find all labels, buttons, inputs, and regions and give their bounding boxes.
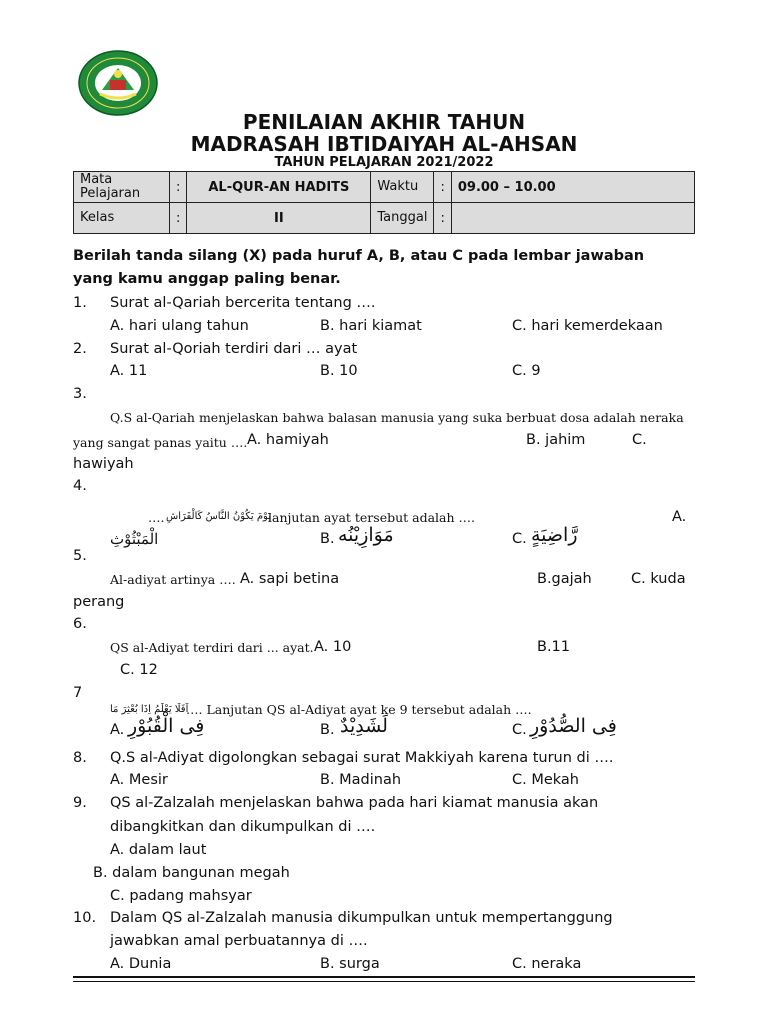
question-text: Q.S al-Qariah menjelaskan bahwa balasan manusia yang suka berbuat dosa adalah neraka — [110, 410, 684, 425]
option-a: A. dalam laut — [110, 842, 207, 858]
option-c-arabic: رَّاضِيَةٍ — [531, 524, 578, 546]
option-a-arabic: فِى الْقُبُوْرِ — [128, 715, 205, 737]
question-number: 1. — [73, 295, 87, 311]
option-c: C. neraka — [512, 956, 582, 972]
option-c: C. 9 — [512, 363, 541, 379]
date-value — [451, 203, 694, 234]
question-number: 3. — [73, 386, 87, 402]
option-a: A. — [110, 722, 125, 738]
arabic-verse: اَفَلَا يَعْلَمُ اِذَا بُعْثِرَ مَا — [110, 704, 189, 715]
date-label: Tanggal — [371, 203, 434, 234]
option-a: A. Mesir — [110, 772, 168, 788]
instruction-line2: yang kamu anggap paling benar. — [73, 271, 341, 287]
time-label: Waktu — [371, 172, 434, 203]
colon: : — [170, 203, 187, 234]
question-number: 5. — [73, 548, 87, 564]
colon: : — [170, 172, 187, 203]
question-text: …. Lanjutan QS al-Adiyat ayat ke 9 tersebut adalah …. — [186, 702, 532, 717]
instruction-line1: Berilah tanda silang (X) pada huruf A, B, atau C pada lembar jawaban — [73, 248, 645, 264]
question-number: 10. — [73, 910, 97, 926]
exam-info-table — [73, 171, 695, 234]
option-c: C. padang mahsyar — [110, 888, 252, 904]
option-c: C. kuda — [631, 571, 686, 587]
school-name: MADRASAH IBTIDAIYAH AL-AHSAN — [190, 132, 578, 156]
question-text: Q.S al-Adiyat digolongkan sebagai surat Makkiyah karena turun di …. — [110, 750, 614, 766]
question-text: QS al-Adiyat terdiri dari ... ayat. — [110, 640, 314, 655]
option-c: C. 12 — [120, 662, 158, 678]
footer-rule — [73, 976, 695, 978]
footer-rule — [73, 981, 695, 982]
question-text: lanjutan ayat tersebut adalah …. — [268, 510, 476, 525]
option-b: B. 10 — [320, 363, 358, 379]
question-number: 9. — [73, 795, 87, 811]
question-prefix: …. — [148, 510, 165, 525]
option-c: C. — [512, 722, 527, 738]
question-text: Al-adiyat artinya …. — [110, 572, 236, 587]
option-b-arabic: مَوَازِيْنُه — [338, 524, 394, 546]
option-b: B.11 — [537, 639, 571, 655]
question-number: 6. — [73, 616, 87, 632]
question-text: Surat al-Qoriah terdiri dari … ayat — [110, 341, 358, 357]
option-b: B. dalam bangunan megah — [93, 865, 290, 881]
option-c-cont: hawiyah — [73, 456, 134, 472]
time-value: 09.00 – 10.00 — [451, 172, 694, 203]
class-value: II — [187, 203, 371, 234]
exam-title: PENILAIAN AKHIR TAHUN — [242, 110, 526, 134]
option-a-arabic: الْمَبْثُوْثِ — [110, 530, 159, 548]
class-label: Kelas — [74, 203, 170, 234]
option-a: A. 11 — [110, 363, 148, 379]
question-text: QS al-Zalzalah menjelaskan bahwa pada hari kiamat manusia akan — [110, 795, 599, 811]
option-b: B. surga — [320, 956, 380, 972]
option-b: B. — [320, 531, 335, 547]
question-text-cont: yang sangat panas yaitu …. — [73, 435, 248, 450]
option-b: B.gajah — [537, 571, 592, 587]
subject-value: AL-QUR-AN HADITS — [187, 172, 371, 203]
option-b: B. hari kiamat — [320, 318, 422, 334]
option-a: A. hamiyah — [247, 432, 329, 448]
arabic-verse: يَوْمَ يَكُوْنُ النَّاسُ كَالْفَرَاشِ — [166, 511, 272, 522]
option-b: B. — [320, 722, 335, 738]
option-b: B. Madinah — [320, 772, 402, 788]
academic-year: TAHUN PELAJARAN 2021/2022 — [274, 155, 494, 170]
option-a: A. hari ulang tahun — [110, 318, 249, 334]
option-a: A. Dunia — [110, 956, 172, 972]
colon: : — [434, 203, 451, 234]
question-number: 4. — [73, 478, 87, 494]
school-logo — [78, 50, 158, 116]
option-a: A. — [672, 509, 687, 525]
subject-label: Mata Pelajaran — [74, 172, 170, 203]
question-number: 7 — [73, 685, 83, 701]
question-number: 2. — [73, 341, 87, 357]
option-c-arabic: فِى الصُّدُوْرِ — [530, 715, 617, 737]
colon: : — [434, 172, 451, 203]
option-a: A. 10 — [314, 639, 352, 655]
option-c: C. hari kemerdekaan — [512, 318, 663, 334]
question-text-cont: dibangkitkan dan dikumpulkan di …. — [110, 819, 376, 835]
option-c: C. — [632, 432, 647, 448]
question-text-cont: jawabkan amal perbuatannya di …. — [110, 933, 368, 949]
option-a: A. sapi betina — [240, 571, 340, 587]
option-b-arabic: لَشَدِيْدٌ — [340, 715, 388, 737]
option-c: C. — [512, 531, 527, 547]
question-text: Surat al-Qariah bercerita tentang …. — [110, 295, 376, 311]
option-c: C. Mekah — [512, 772, 579, 788]
question-number: 8. — [73, 750, 87, 766]
option-c-cont: perang — [73, 594, 125, 610]
question-text: Dalam QS al-Zalzalah manusia dikumpulkan untuk mempertanggung — [110, 910, 613, 926]
option-b: B. jahim — [526, 432, 586, 448]
